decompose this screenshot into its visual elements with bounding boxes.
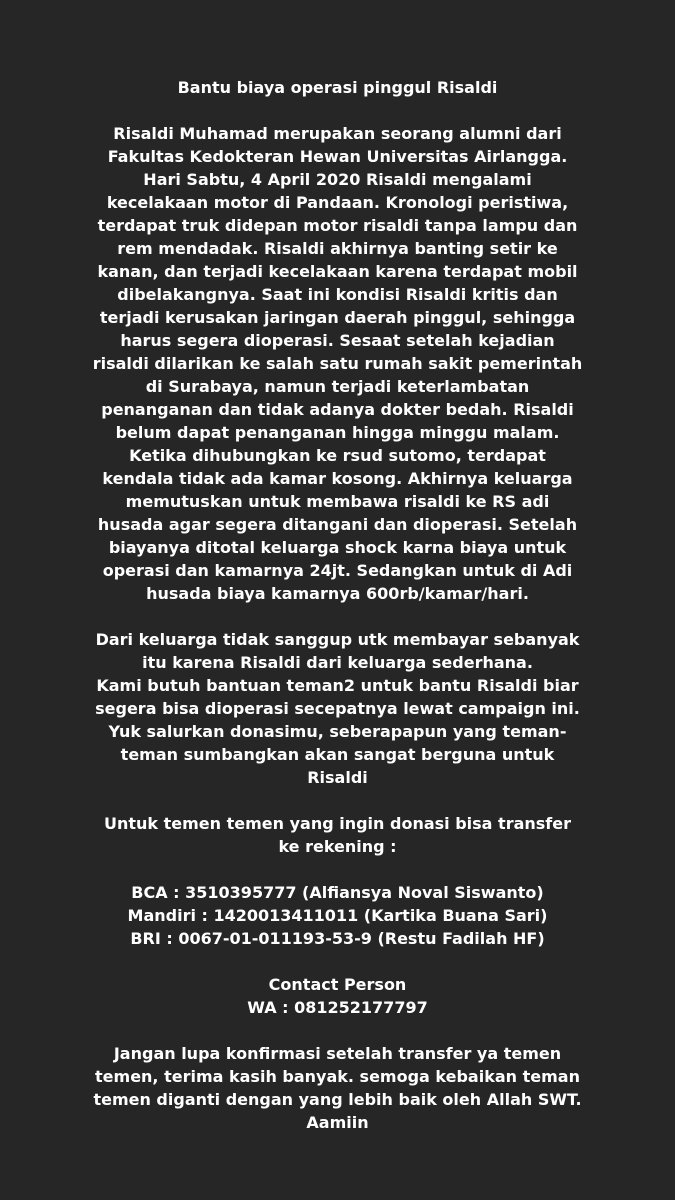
- bank-account-bca: BCA : 3510395777 (Alfiansya Noval Siswanto): [131, 883, 544, 902]
- story-line: di Surabaya, namun terjadi keterlambatan: [145, 377, 530, 396]
- story-line: penanganan dan tidak adanya dokter bedah. Risaldi: [101, 400, 574, 419]
- appeal-line: Risaldi: [307, 768, 368, 787]
- paragraph-gap: [0, 950, 675, 973]
- story-line: biayanya ditotal keluarga shock karna biaya untuk: [108, 538, 567, 557]
- paragraph-gap: [0, 858, 675, 881]
- appeal-line: segera bisa dioperasi secepatnya lewat campaign ini.: [95, 699, 580, 718]
- paragraph-gap: [0, 789, 675, 812]
- story-line: memutuskan untuk membawa risaldi ke RS adi: [125, 492, 550, 511]
- story-line: harus segera dioperasi. Sesaat setelah kejadian: [120, 331, 555, 350]
- appeal-paragraph: [0, 628, 675, 789]
- story-paragraph: [0, 122, 675, 605]
- story-line: risaldi dilarikan ke salah satu rumah sakit pemerintah: [92, 354, 583, 373]
- story-line: terdapat truk didepan motor risaldi tanpa lampu dan: [97, 216, 578, 235]
- appeal-line: Dari keluarga tidak sanggup utk membayar sebanyak: [95, 630, 580, 649]
- closing-line: Aamiin: [306, 1113, 369, 1132]
- appeal-line: itu karena Risaldi dari keluarga sederhana.: [142, 653, 533, 672]
- story-line: Fakultas Kedokteran Hewan Universitas Airlangga.: [107, 147, 568, 166]
- story-line: dibelakangnya. Saat ini kondisi Risaldi kritis dan: [117, 285, 558, 304]
- bank-account-list: [0, 881, 675, 950]
- contact-whatsapp: WA : 081252177797: [247, 998, 428, 1017]
- contact-heading: Contact Person: [268, 975, 407, 994]
- bank-account-mandiri: Mandiri : 1420013411011 (Kartika Buana Sari): [127, 906, 548, 925]
- appeal-line: teman sumbangkan akan sangat berguna untuk: [120, 745, 555, 764]
- story-title: Bantu biaya operasi pinggul Risaldi: [177, 78, 498, 97]
- closing-line: Jangan lupa konfirmasi setelah transfer ya temen: [113, 1044, 562, 1063]
- paragraph-gap: [0, 605, 675, 628]
- story-line: husada agar segera ditangani dan dioperasi. Setelah: [97, 515, 578, 534]
- appeal-line: Yuk salurkan donasimu, seberapapun yang teman-: [108, 722, 567, 741]
- story-line: Risaldi Muhamad merupakan seorang alumni dari: [113, 124, 562, 143]
- closing-line: temen, terima kasih banyak. semoga kebaikan teman: [95, 1067, 580, 1086]
- story-line: belum dapat penanganan hingga minggu malam.: [115, 423, 560, 442]
- transfer-intro-line: Untuk temen temen yang ingin donasi bisa transfer: [103, 814, 571, 833]
- closing-paragraph: [0, 1042, 675, 1134]
- story-line: kecelakaan motor di Pandaan. Kronologi peristiwa,: [106, 193, 569, 212]
- story-line: kanan, dan terjadi kecelakaan karena terdapat mobil: [97, 262, 578, 281]
- paragraph-gap: [0, 1019, 675, 1042]
- closing-line: temen diganti dengan yang lebih baik oleh Allah SWT.: [93, 1090, 582, 1109]
- story-line: Hari Sabtu, 4 April 2020 Risaldi mengalami: [143, 170, 532, 189]
- appeal-line: Kami butuh bantuan teman2 untuk bantu Risaldi biar: [96, 676, 579, 695]
- story-line: husada biaya kamarnya 600rb/kamar/hari.: [146, 584, 529, 603]
- contact-block: [0, 973, 675, 1019]
- story-line: operasi dan kamarnya 24jt. Sedangkan untuk di Adi: [102, 561, 573, 580]
- story-line: kendala tidak ada kamar kosong. Akhirnya keluarga: [102, 469, 573, 488]
- transfer-intro: [0, 812, 675, 858]
- bank-account-bri: BRI : 0067-01-011193-53-9 (Restu Fadilah HF): [130, 929, 545, 948]
- story-line: rem mendadak. Risaldi akhirnya banting setir ke: [117, 239, 558, 258]
- story-line: terjadi kerusakan jaringan daerah pinggul, sehingga: [99, 308, 576, 327]
- story-line: Ketika dihubungkan ke rsud sutomo, terdapat: [129, 446, 546, 465]
- paragraph-gap: [0, 99, 675, 122]
- transfer-intro-line: ke rekening :: [278, 837, 397, 856]
